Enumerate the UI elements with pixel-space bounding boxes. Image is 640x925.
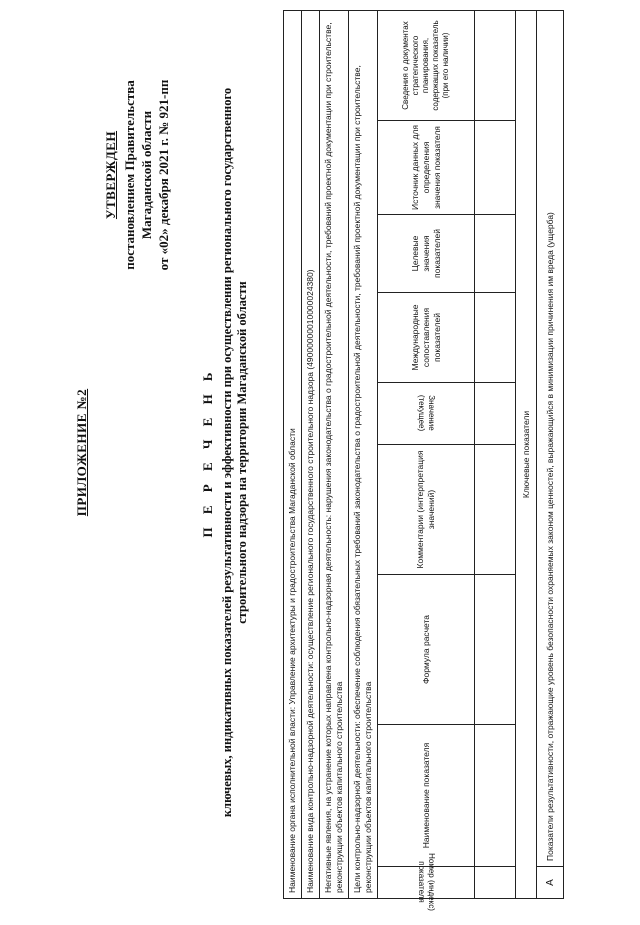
activity-cell: Наименование вида контрольно-надзорной деятельности: осуществление регионального государственного строительного надзора (49000000010000024380) [302,10,320,898]
header-strategic: Сведения о документах стратегического планирования, содержащих показатель (при его наличии) [378,10,475,120]
empty-cell [475,445,516,575]
indicators-table-wrap [283,11,564,912]
empty-cell [475,867,516,899]
empty-cell [475,215,516,293]
table-row [302,10,320,898]
empty-cell [475,121,516,215]
approval-head: УТВЕРЖДЕН [103,130,118,220]
table-row [284,10,302,898]
goals-cell: Цели контрольно-надзорной деятельности: обеспечение соблюдения обязательных требований законодательства о градостроительной деятельности, требований проектной документации при строительстве, реконструкции объектов капитального строительства [349,10,378,898]
empty-cell [475,293,516,383]
empty-cell [475,10,516,120]
empty-cell [475,725,516,867]
table-row [537,10,564,898]
empty-cell [475,383,516,445]
document-title: П Е Р Е Ч Е Н Ь [200,367,215,538]
header-target: Целевые значения показателей [378,215,475,293]
header-formula: Формула расчета [378,575,475,725]
section-letter: А [537,867,564,899]
key-indicators-heading: Ключевые показатели [516,10,537,898]
header-name: Наименование показателя [378,725,475,867]
header-source: Источник данных для определения значения показателя [378,121,475,215]
negative-phenomena-cell: Негативные явления, на устранение которых направлена контрольно-надзорная деятельность: нарушения законодательства о градостроительной деятельности, требований проектной документации при строительстве, реконструкции объектов капитального строительства [320,10,349,898]
table-header-row [378,10,475,898]
authority-cell: Наименование органа исполнительной власти: Управление архитектуры и градостроительства Магаданской области [284,10,302,898]
indicators-table [283,10,564,912]
header-international: Международные сопоставления показателей [378,293,475,383]
header-comments: Комментарии (интерпретация значений) [378,445,475,575]
table-row [475,10,516,898]
appendix-label: ПРИЛОЖЕНИЕ №2 [74,388,89,517]
approval-line-1: постановлением Правительства [122,80,137,270]
approval-block [102,45,172,305]
empty-cell [475,575,516,725]
header-number-label: Номер (индекс) показателя [417,853,436,912]
table-row [349,10,378,898]
document-subtitle: ключевых, индикативных показателей результативности и эффективности при осуществлении регионального государственного строительного надзора на территории Магаданской области [220,87,249,818]
approval-line-3: от «02» декабря 2021 г. № 921-пп [156,79,171,271]
table-row [516,10,537,898]
table-row [320,10,349,898]
approval-line-2: Магаданской области [139,110,154,240]
header-value-label: Значение (текущее) [417,395,436,432]
header-number [378,853,475,912]
header-value [378,383,475,445]
section-text: Показатели результативности, отражающие уровень безопасности охраняемых законом ценностей, выражающийся в минимизации причинения им вреда (ущерба) [537,10,564,866]
